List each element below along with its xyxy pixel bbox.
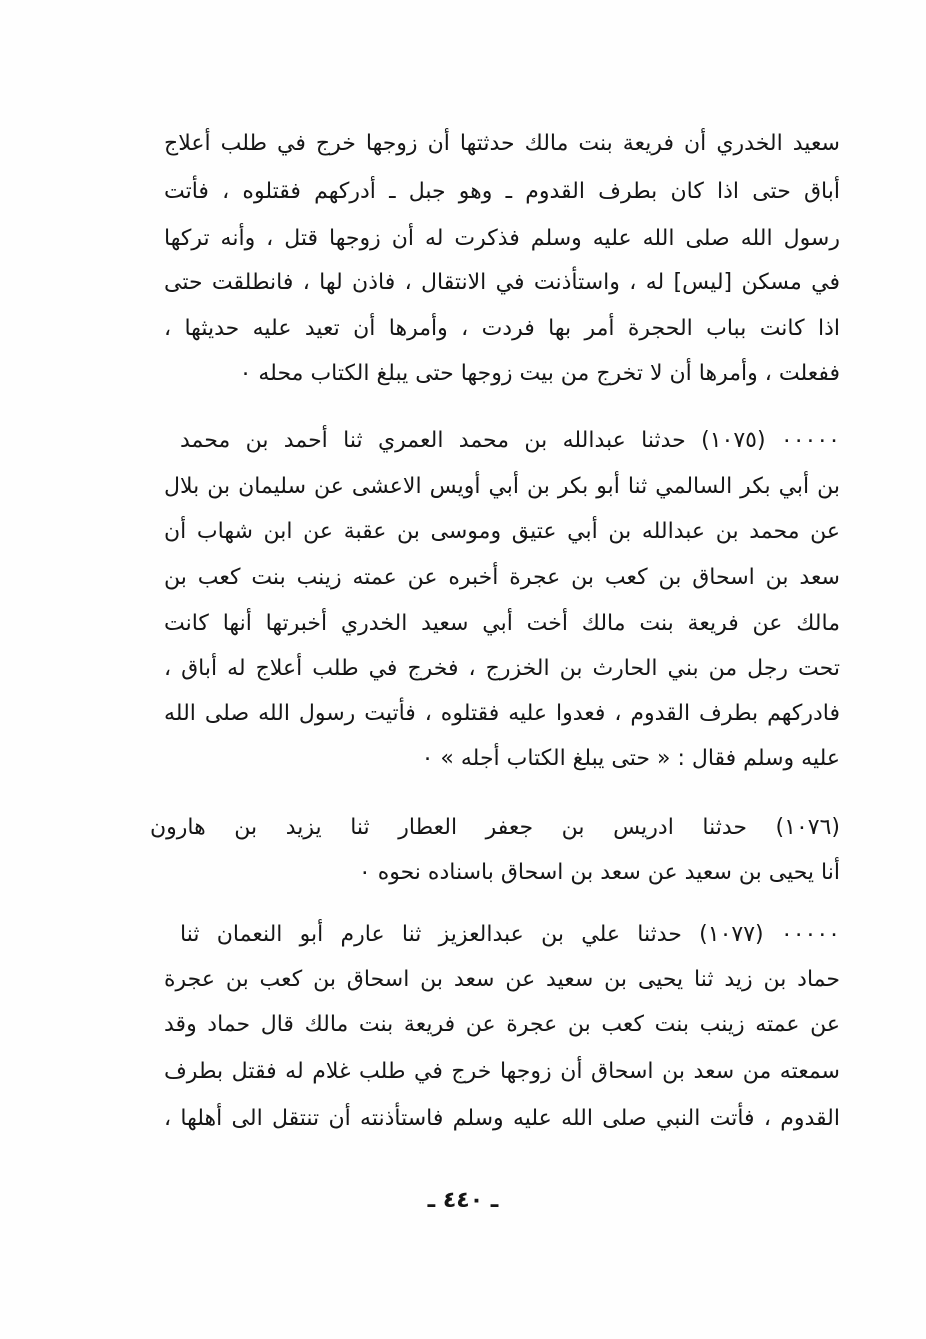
hadith-1075-heading: ٠٠٠٠٠ (١٠٧٥) حدثنا عبدالله بن محمد العمري ثنا أحمد بن محمد — [180, 428, 840, 453]
text-line: عليه وسلم فقال : « حتى يبلغ الكتاب أجله » ٠ — [421, 746, 840, 771]
text-line: بن أبي بكر السالمي ثنا أبو بكر بن أبي أويس الاعشى عن سليمان بن بلال — [164, 474, 840, 499]
text-line: عن محمد بن عبدالله بن أبي عتيق وموسى بن عقبة عن ابن شهاب أن — [164, 519, 840, 544]
text-line: رسول الله صلى الله عليه وسلم فذكرت له أن زوجها قتل ، وأنه تركها — [164, 226, 840, 251]
page-number: ـ ٤٤٠ ـ — [427, 1188, 499, 1213]
text-line: ففعلت ، وأمرها أن لا تخرج من بيت زوجها حتى يبلغ الكتاب محله ٠ — [239, 361, 840, 386]
text-line: سعيد الخدري أن فريعة بنت مالك حدثتها أن زوجها خرج في طلب أعلاج — [164, 131, 840, 156]
text-line: أنا يحيى بن سعيد عن سعد بن اسحاق باسناده نحوه ٠ — [358, 860, 840, 885]
hadith-1077-heading: ٠٠٠٠٠ (١٠٧٧) حدثنا علي بن عبدالعزيز ثنا عارم أبو النعمان ثنا — [180, 922, 840, 947]
text-line: تحت رجل من بني الحارث بن الخزرج ، فخرج في طلب أعلاج له أباق ، — [164, 656, 840, 681]
text-line: مالك عن فريعة بنت مالك أخت أبي سعيد الخدري أخبرتها أنها كانت — [164, 611, 840, 636]
text-line: عن عمته زينب بنت كعب بن عجرة عن فريعة بنت مالك قال حماد وقد — [164, 1012, 840, 1037]
text-line: في مسكن [ليس] له ، واستأذنت في الانتقال ، فاذن لها ، فانطلقت حتى — [164, 270, 840, 295]
text-line: أباق حتى اذا كان بطرف القدوم ـ وهو جبل ـ أدركهم فقتلوه ، فأتت — [164, 179, 840, 204]
text-line: حماد بن زيد ثنا يحيى بن سعيد عن سعد بن اسحاق بن كعب بن عجرة — [164, 967, 840, 992]
text-line: فادركهم بطرف القدوم ، فعدوا عليه فقتلوه ، فأتيت رسول الله صلى الله — [164, 701, 840, 726]
text-line: اذا كانت بباب الحجرة أمر بها فردت ، وأمرها أن تعيد عليه حديثها ، — [164, 316, 840, 341]
hadith-1076-heading: (١٠٧٦) حدثنا ادريس بن جعفر العطار ثنا يزيد بن هارون — [150, 815, 840, 840]
text-line: سعد بن اسحاق بن كعب بن عجرة أخبره عن عمته زينب بنت كعب بن — [164, 565, 840, 590]
text-line: سمعته من سعد بن اسحاق أن زوجها خرج في طلب غلام له فقتل بطرف — [164, 1059, 840, 1084]
text-line: القدوم ، فأتت النبي صلى الله عليه وسلم فاستأذنته أن تنتقل الى أهلها ، — [164, 1106, 840, 1131]
